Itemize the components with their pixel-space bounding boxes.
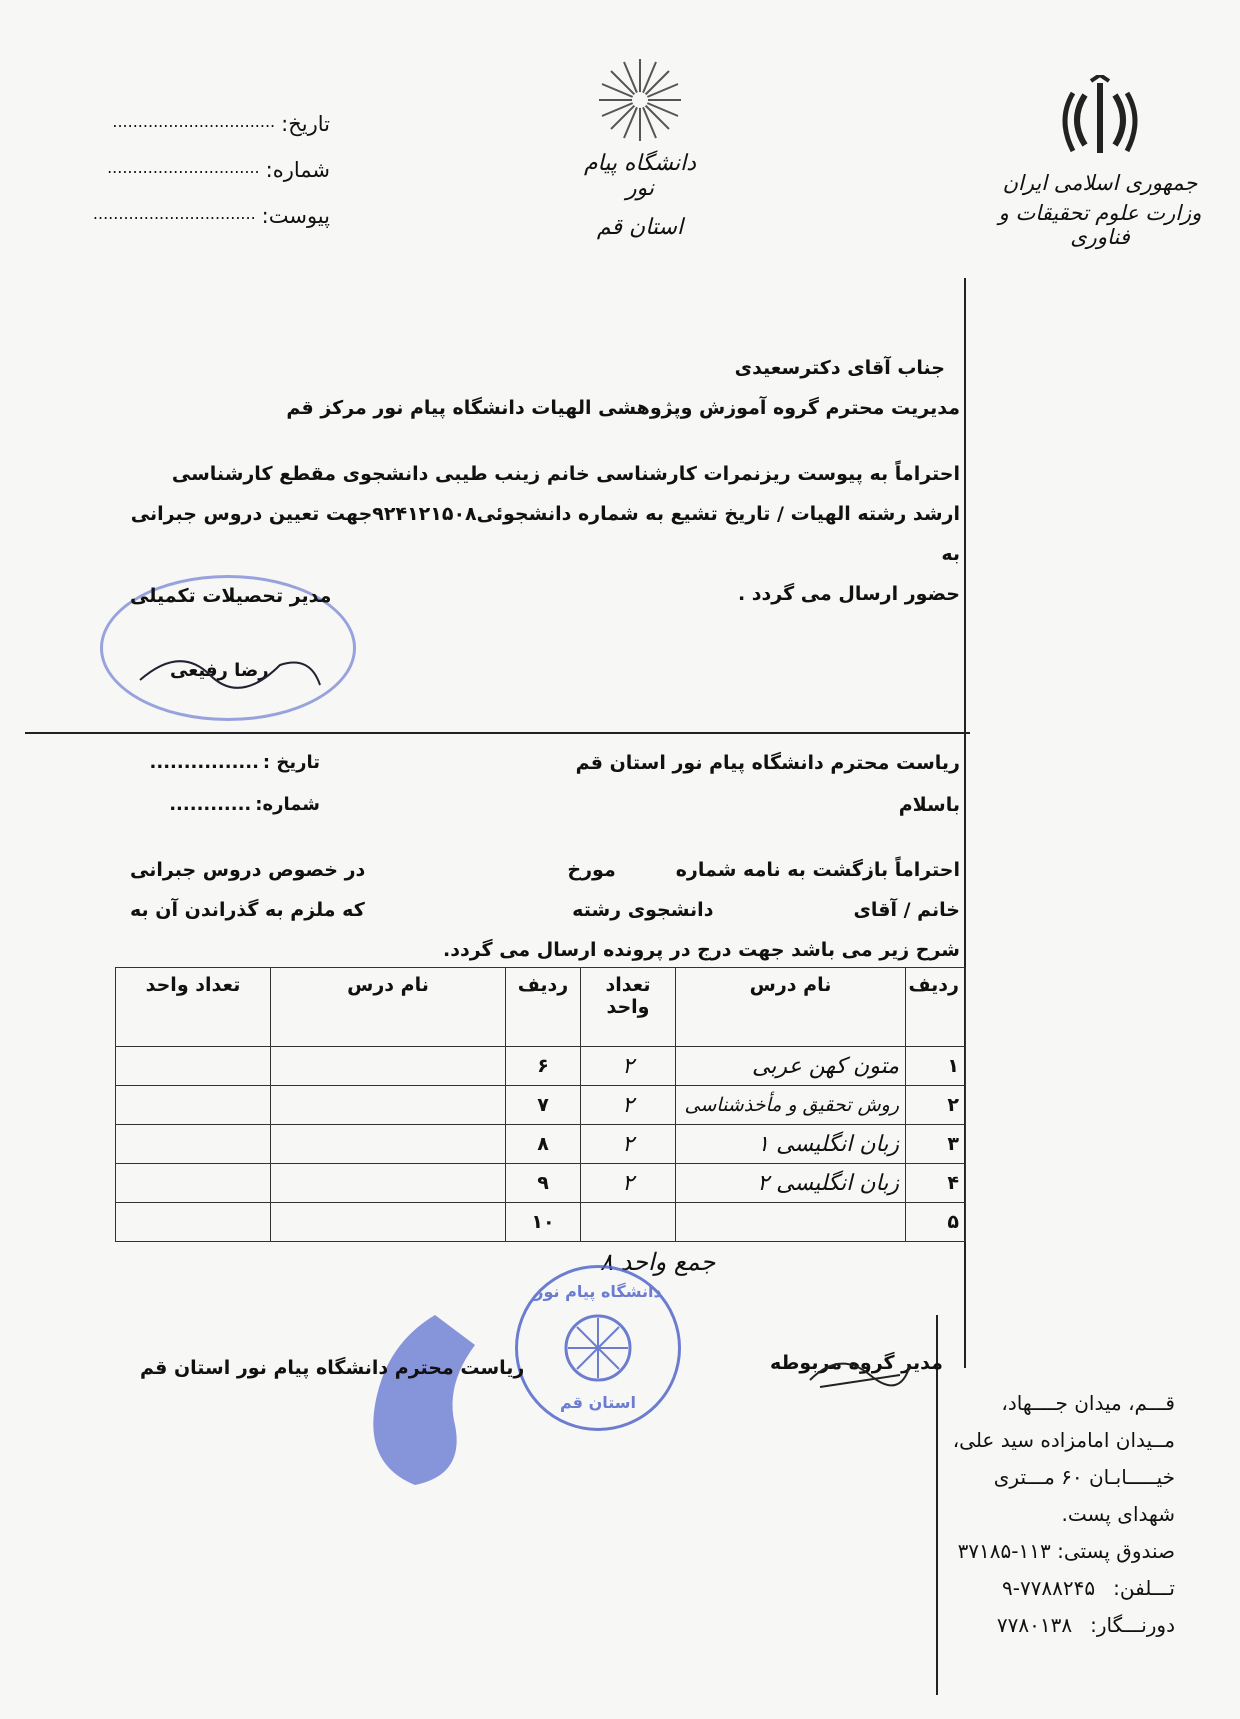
compensatory-courses-table [115,967,966,1242]
header-fields [80,112,330,250]
phone-value: ۹-۷۷۸۸۲۴۵ [1001,1576,1096,1600]
address-line: قـــم، میدان جــــهاد، [1001,1391,1175,1415]
course-units: ۲ [581,1164,676,1203]
address-line: خیـــــابـان ۶۰ مـــتری [993,1465,1175,1489]
emblem-icon [1055,75,1145,165]
body2-a: خانم / آقای [853,899,960,921]
republic-name: جمهوری اسلامی ایران [1002,171,1198,195]
table-row [116,1125,966,1164]
attachment-field [80,204,330,250]
phone-line [945,1570,1175,1607]
president-label: ریاست محترم دانشگاه پیام نور استان قم [140,1357,525,1379]
address-line: مــیدان امامزاده سید علی، [952,1428,1175,1452]
body1-b: مورخ [567,859,616,881]
letter1-body-line1: احتراماً به پیوست ریزنمرات کارشناسی خانم زینب طیبی دانشجوی مقطع کارشناسی [171,463,960,485]
course-name: متون کهن عربی [676,1047,906,1086]
header-course-name-2: نام درس [271,968,506,1047]
course-units-2 [116,1203,271,1242]
table-header-row [116,968,966,1047]
course-name: روش تحقیق و مأخذشناسی [676,1086,906,1125]
letter2-meta [140,742,320,826]
course-name: زبان انگلیسی ۲ [676,1164,906,1203]
letter2-body-line3: شرح زیر می باشد جهت درج در پرونده ارسال می گردد. [443,939,960,961]
letter2-date [140,742,320,784]
date-label: تاریخ: [281,112,330,136]
number-label: شماره: [265,158,330,182]
address-line: شهدای پست. [1061,1502,1175,1526]
row-no-2: ۱۰ [506,1203,581,1242]
body2-b: دانشجوی رشته [572,899,714,921]
course-name-2 [271,1203,506,1242]
table-row [116,1086,966,1125]
body1-a: احتراماً بازگشت به نامه شماره [675,859,960,881]
group-manager-label: مدیر گروه مربوطه [770,1352,943,1374]
signer-name: رضا رفیعی [170,660,269,681]
letter2-number [140,784,320,826]
university-name: دانشگاه پیام نور [583,151,697,201]
course-units-2 [116,1125,271,1164]
address-block [945,1385,1175,1644]
sunburst-icon [595,55,685,145]
row-no: ۴ [906,1164,966,1203]
attachment-dots: ................................ [92,204,256,223]
letter2-greeting: باسلام [898,794,960,816]
stamp-top-text: دانشگاه پیام نور [534,1282,662,1301]
letter2-addressee: ریاست محترم دانشگاه پیام نور استان قم [575,752,960,774]
letter1-addressee: مدیریت محترم گروه آموزش وپژوهشی الهیات دانشگاه پیام نور مرکز قم [286,397,960,419]
header-units: تعداد واحد [581,968,676,1047]
course-name-2 [271,1047,506,1086]
letter2-body-line2 [130,890,960,930]
stamp-bottom-text: استان قم [559,1393,636,1412]
signer-title: مدیر تحصیلات تکمیلی [130,585,332,607]
attachment-label: پیوست: [261,204,330,228]
header-row-no-2: ردیف [506,968,581,1047]
course-name [676,1203,906,1242]
fax-value: ۷۷۸۰۱۳۸ [996,1613,1073,1637]
row-no: ۵ [906,1203,966,1242]
header-units-2: تعداد واحد [116,968,271,1047]
header-course-name: نام درس [676,968,906,1047]
province-name: استان قم [596,215,684,240]
stamp-sunburst-icon [563,1313,633,1383]
letter1-body-line2: ارشد رشته الهیات / تاریخ تشیع به شماره دانشجوئی۹۲۴۱۲۱۵۰۸جهت تعیین دروس جبرانی به [130,503,960,565]
row-no-2: ۶ [506,1047,581,1086]
table-row [116,1164,966,1203]
fax-label: دورنـــگار: [1090,1613,1175,1637]
course-units [581,1203,676,1242]
total-units-note: جمع واحد ۸ [600,1248,716,1276]
course-units: ۲ [581,1125,676,1164]
phone-label: تـــلفن: [1113,1576,1175,1600]
letter2-number-label: شماره: [255,794,320,815]
course-name-2 [271,1086,506,1125]
table-row [116,1203,966,1242]
letter1-salutation: جناب آقای دکترسعیدی [734,357,945,379]
university-round-stamp [515,1265,681,1431]
signature-scribble-1 [120,635,340,705]
table-row [116,1047,966,1086]
university-logo [575,55,705,285]
row-no: ۲ [906,1086,966,1125]
pobox-line: صندوق پستی: ۱۱۳-۳۷۱۸۵ [957,1539,1175,1563]
letter2-date-dots: ................ [149,752,259,773]
group-manager-signature [800,1345,920,1395]
row-no: ۱ [906,1047,966,1086]
course-units-2 [116,1164,271,1203]
letter2-number-dots: ............ [169,794,252,815]
section-separator [25,732,970,734]
header-row-no: ردیف [906,968,966,1047]
body1-c: در خصوص دروس جبرانی [130,859,366,881]
date-dots: ................................ [112,112,276,131]
date-field [80,112,330,158]
row-no-2: ۸ [506,1125,581,1164]
course-units-2 [116,1047,271,1086]
letter2-date-label: تاریخ : [262,752,320,773]
course-units: ۲ [581,1086,676,1125]
letter1-signature-block [100,575,360,725]
president-signature-stamp [345,1305,485,1495]
ministry-name: وزارت علوم تحقیقات و فناوری [998,201,1202,249]
row-no: ۳ [906,1125,966,1164]
fax-line [945,1607,1175,1644]
course-name-2 [271,1164,506,1203]
course-units-2 [116,1086,271,1125]
course-name: زبان انگلیسی ۱ [676,1125,906,1164]
body2-c: که ملزم به گذراندن آن به [130,899,365,921]
course-units: ۲ [581,1047,676,1086]
number-field [80,158,330,204]
course-name-2 [271,1125,506,1164]
row-no-2: ۷ [506,1086,581,1125]
letter2-heading [540,742,960,826]
row-no-2: ۹ [506,1164,581,1203]
number-dots: .............................. [107,158,260,177]
iran-emblem [985,75,1215,249]
letter1-body-line3: حضور ارسال می گردد . [737,583,960,605]
letter2-body [130,850,960,970]
letter2-body-line1 [130,850,960,890]
